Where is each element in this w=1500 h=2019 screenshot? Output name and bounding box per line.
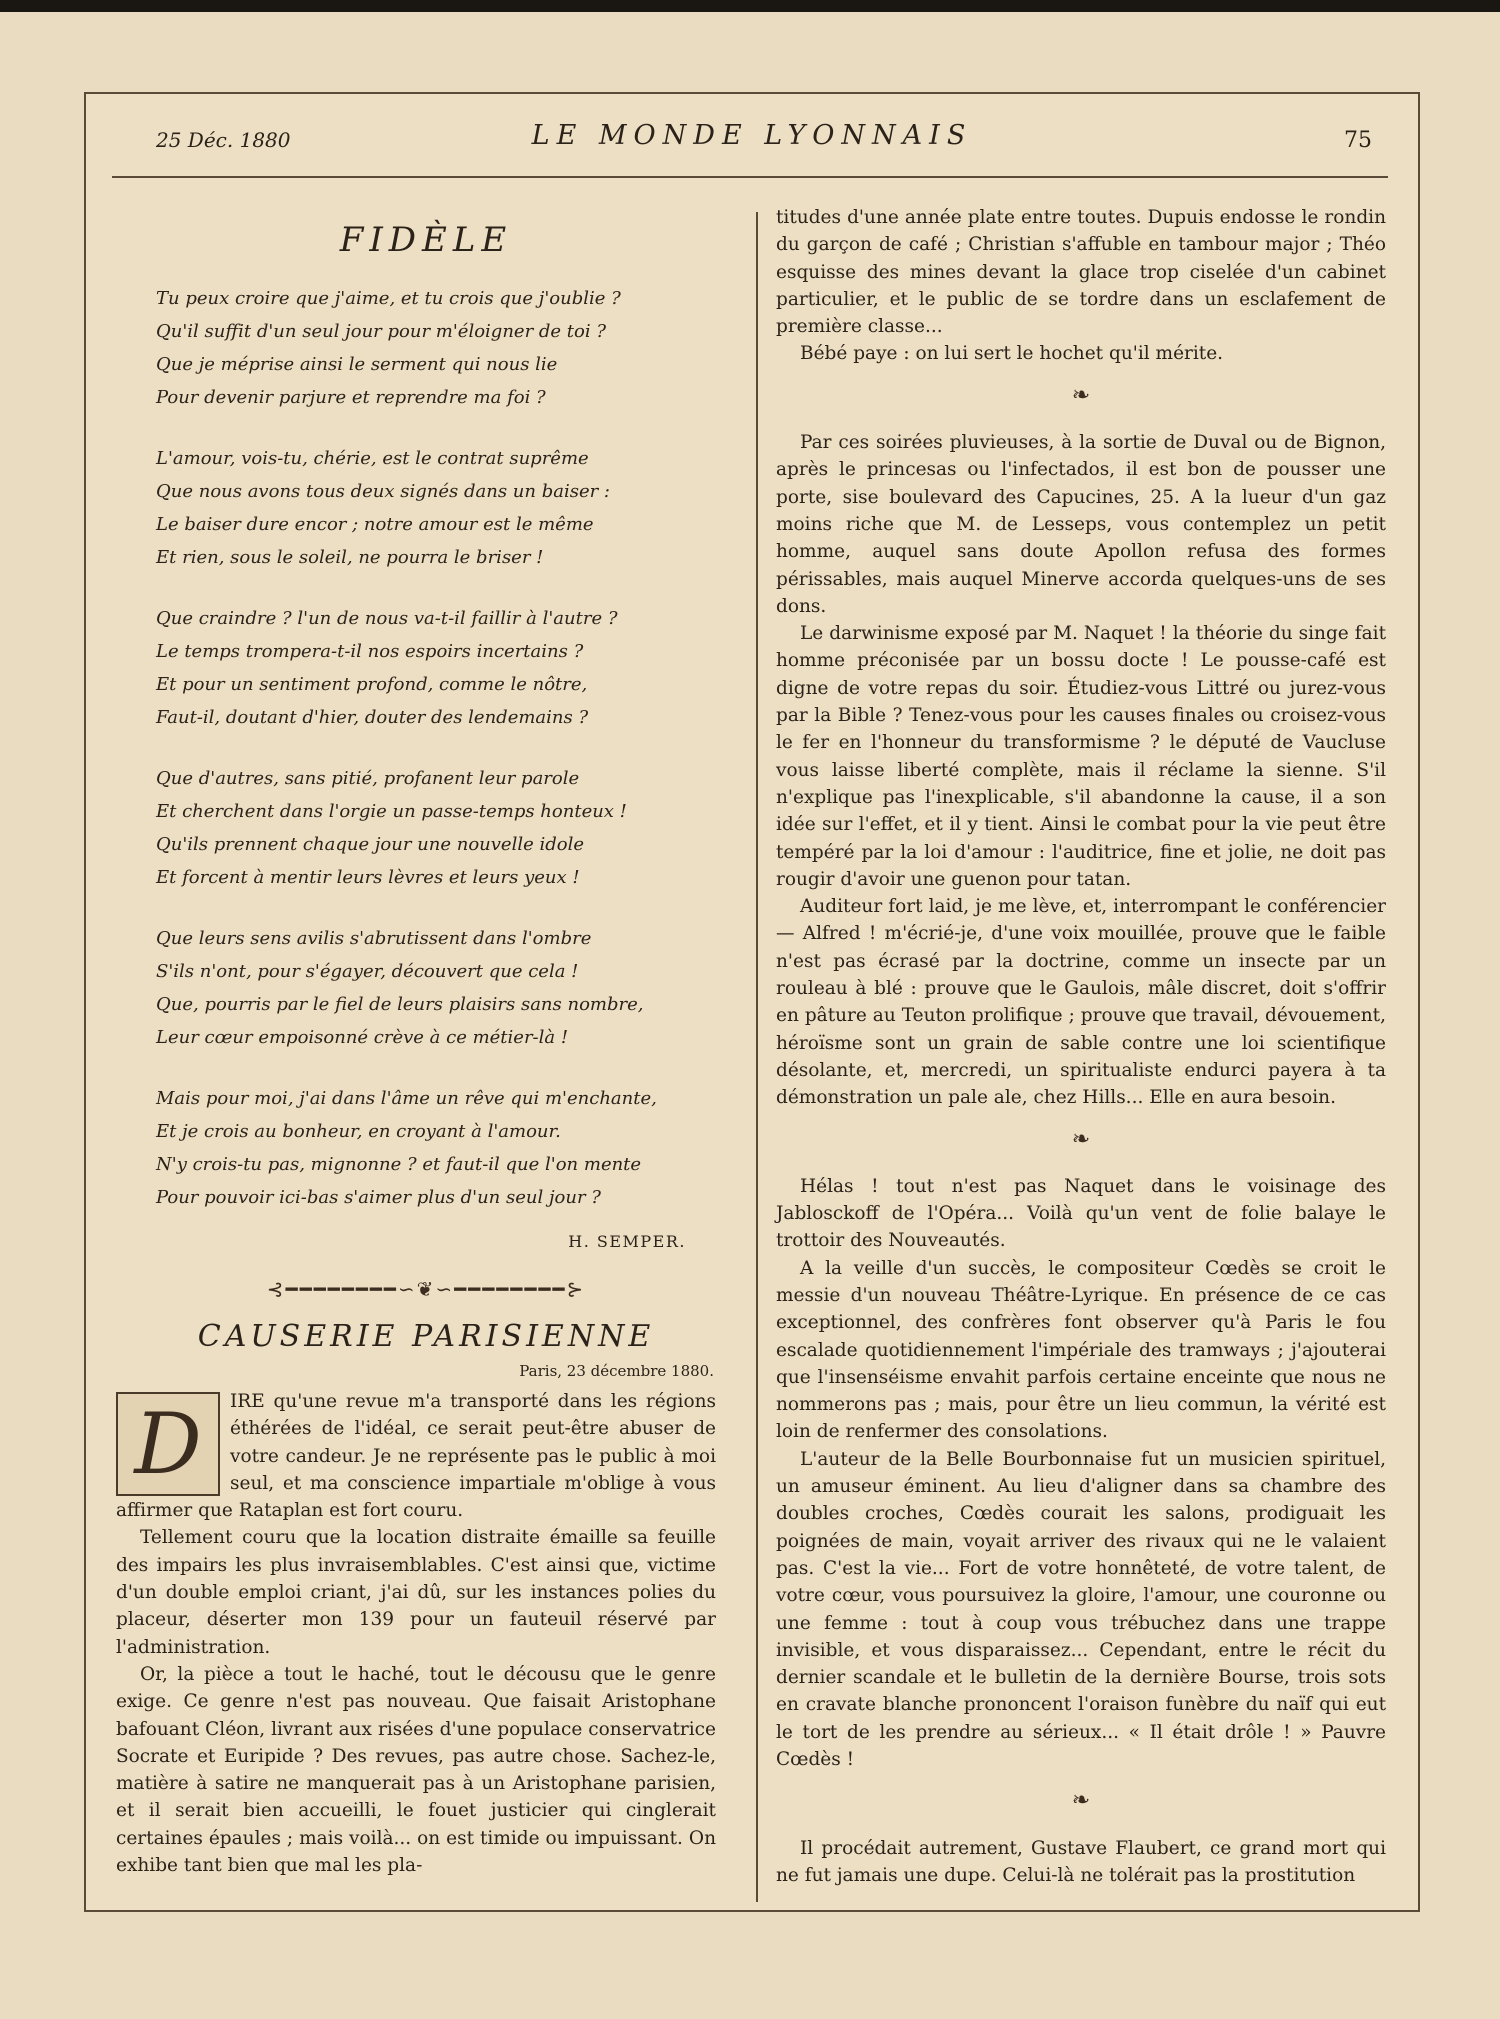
- poem-stanza: [156, 762, 736, 894]
- poem-line: S'ils n'ont, pour s'égayer, découvert que cela !: [156, 961, 579, 982]
- page-number: 75: [1344, 128, 1372, 153]
- drop-cap-initial: D: [116, 1392, 220, 1496]
- poem-stanza: [156, 1082, 736, 1214]
- poem-line: Que je méprise ainsi le serment qui nous lie: [156, 354, 558, 375]
- poem-line: Et pour un sentiment profond, comme le nôtre,: [156, 674, 588, 695]
- poem-line: L'amour, vois-tu, chérie, est le contrat suprême: [156, 448, 589, 469]
- paragraph: Or, la pièce a tout le haché, tout le décousu que le genre exige. Ce genre n'est pas nouveau. Que faisait Aristophane bafouant Cléon, livrant aux risées d'une populace conservatrice Socrate et Euripide ? Des revues, pas autre chose. Sachez-le, matière à satire ne manquerait pas à un Aristophane parisien, et il serait bien accueilli, le fouet justicier qui cinglerait certaines épaules ; mais voilà... on est timide ou impuissant. On exhibe tant bien que mal les pla-: [116, 1663, 716, 1877]
- poem-line: Qu'ils prennent chaque jour une nouvelle idole: [156, 834, 584, 855]
- poem-line: Et rien, sous le soleil, ne pourra le briser !: [156, 547, 544, 568]
- poem-line: Que leurs sens avilis s'abrutissent dans l'ombre: [156, 928, 592, 949]
- section-title: CAUSERIE PARISIENNE: [197, 1319, 655, 1354]
- column-divider: [756, 212, 758, 1902]
- header-rule: [112, 176, 1388, 178]
- poem-stanza: [156, 922, 736, 1054]
- dateline: Paris, 23 décembre 1880.: [519, 1362, 714, 1380]
- poem-line: Et je crois au bonheur, en croyant à l'amour.: [156, 1121, 561, 1142]
- poem-line: Leur cœur empoisonné crève à ce métier-là !: [156, 1027, 569, 1048]
- paragraph: Hélas ! tout n'est pas Naquet dans le voisinage des Jablosckoff de l'Opéra... Voilà qu'un vent de folie balaye le trottoir des Nouveautés.: [776, 1175, 1386, 1252]
- poem-line: Pour pouvoir ici-bas s'aimer plus d'un seul jour ?: [156, 1187, 601, 1208]
- paragraph: A la veille d'un succès, le compositeur Cœdès se croit le messie d'un nouveau Théâtre-Lyrique. En présence de ce cas exceptionnel, des confrères font observer qu'à Paris le fou escalade quotidiennement l'impériale des tramways ; j'ajouterai que l'insenséisme envahit parfois certaine enceinte que nous ne nommerons pas ; mais, pour être un lieu commun, la vérité est loin de renfermer des consolations.: [776, 1257, 1386, 1443]
- poem-line: Faut-il, doutant d'hier, douter des lendemains ?: [156, 707, 589, 728]
- poem-line: Mais pour moi, j'ai dans l'âme un rêve qui m'enchante,: [156, 1088, 657, 1109]
- poem-line: Le temps trompera-t-il nos espoirs incertains ?: [156, 641, 584, 662]
- paragraph: Le darwinisme exposé par M. Naquet ! la théorie du singe fait homme préconisée par un bossu docte ! Le pousse-café est digne de votre repas du soir. Étudiez-vous Littré ou jurez-vous par la Bible ? Tenez-vous pour les causes finales ou croisez-vous le fer en l'honneur du transformisme ? le député de Vaucluse vous laisse liberté complète, mais il réclame la sienne. S'il n'explique pas l'inexplicable, s'il abandonne la cause, il a son idée sur l'effet, et il y tient. Ainsi le combat pour la vie peut être tempéré par la loi d'amour : l'auditrice, fine et jolie, ne doit pas rougir d'avoir une guenon pour tatan.: [776, 623, 1386, 890]
- ornament-divider: ⊰━━━━━━━━∽❦∽━━━━━━━━⊱: [266, 1277, 586, 1301]
- poem-line: Que craindre ? l'un de nous va-t-il faillir à l'autre ?: [156, 608, 618, 629]
- page-header: [86, 94, 1418, 176]
- fleuron-separator-icon: ❧: [1071, 382, 1091, 408]
- poem-author: H. SEMPER.: [568, 1232, 686, 1251]
- top-border: [0, 0, 1500, 12]
- right-column: [776, 204, 1386, 1889]
- poem-title: FIDÈLE: [339, 220, 513, 260]
- poem-line: Le baiser dure encor ; notre amour est le même: [156, 514, 594, 535]
- paragraph: Bébé paye : on lui sert le hochet qu'il mérite.: [800, 343, 1224, 365]
- fleuron-separator-icon: ❧: [1071, 1788, 1091, 1814]
- poem-line: Pour devenir parjure et reprendre ma foi ?: [156, 387, 546, 408]
- paragraph: titudes d'une année plate entre toutes. Dupuis endosse le rondin du garçon de café ; Christian s'affuble en tambour major ; Théo esquisse des mines devant la glace trop ciselée d'un cabinet particulier, et le public de se tordre dans un esclafement de première classe...: [776, 207, 1386, 338]
- poem-line: Tu peux croire que j'aime, et tu crois que j'oublie ?: [156, 288, 621, 309]
- paragraph: Auditeur fort laid, je me lève, et, interrompant le conférencier — Alfred ! m'écrié-je, d'une voix mouillée, prouve que le faible n'est pas écrasé par la doctrine, comme un insecte par un rouleau à blé : prouve que le Gaulois, mâle discret, doit s'offrir en pâture au Teuton prolifique ; prouve que travail, dévouement, héroïsme sont un grain de sable contre une loi scientifique désolante, et, mercredi, un spiritualiste endurci payera à ta démonstration un pale ale, chez Hills... Elle en aura besoin.: [776, 896, 1386, 1109]
- poem-stanza: [156, 602, 736, 734]
- poem-line: Qu'il suffit d'un seul jour pour m'éloigner de toi ?: [156, 321, 606, 342]
- paragraph: Il procédait autrement, Gustave Flaubert, ce grand mort qui ne fut jamais une dupe. Celui-là ne tolérait pas la prostitution: [776, 1837, 1386, 1886]
- header-date: 25 Déc. 1880: [156, 128, 291, 152]
- poem-line: Et cherchent dans l'orgie un passe-temps honteux !: [156, 801, 627, 822]
- poem-line: Que, pourris par le fiel de leurs plaisirs sans nombre,: [156, 994, 644, 1015]
- page-frame: [84, 92, 1420, 1912]
- paragraph: Par ces soirées pluvieuses, à la sortie de Duval ou de Bignon, après le princesas ou l'infectados, il est bon de pousser une porte, sise boulevard des Capucines, 25. A la lueur d'un gaz moins riche que M. de Lesseps, vous contemplez un petit homme, auquel sans doute Apollon refusa des formes périssables, mais auquel Minerve accorda quelques-uns de ses dons.: [776, 432, 1386, 617]
- paragraph: [116, 1388, 716, 1524]
- paragraph-text: IRE qu'une revue m'a transporté dans les régions éthérées de l'idéal, ce serait peut-être abuser de votre candeur. Je ne représente pas le public à moi seul, et ma conscience impartiale m'oblige à vous affirmer que Rataplan est fort couru.: [116, 1391, 716, 1522]
- poem-line: N'y crois-tu pas, mignonne ? et faut-il que l'on mente: [156, 1154, 642, 1175]
- poem-line: Que nous avons tous deux signés dans un baiser :: [156, 481, 610, 502]
- fleuron-separator-icon: ❧: [1071, 1126, 1091, 1152]
- poem-stanza: [156, 282, 736, 414]
- paragraph: Tellement couru que la location distraite émaille sa feuille des impairs les plus invraisemblables. C'est ainsi que, victime d'un double emploi criant, j'ai dû, sur les instances polies du placeur, déserter mon 139 pour un fauteuil réservé par l'administration.: [116, 1527, 716, 1658]
- poem-line: Que d'autres, sans pitié, profanent leur parole: [156, 768, 580, 789]
- left-column: [116, 204, 736, 1879]
- poem-stanza: [156, 442, 736, 574]
- paragraph: L'auteur de la Belle Bourbonnaise fut un musicien spirituel, un amuseur éminent. Au lieu d'aligner dans sa chambre des doubles croches, Cœdès courait les salons, prodiguait les poignées de main, voyait arriver des rivaux qui ne le valaient pas. C'est la vie... Fort de votre honnêteté, de votre talent, de votre cœur, vous poursuivez la gloire, l'amour, une couronne ou une femme : tout à coup vous trébuchez dans une trappe invisible, et vous disparaissez... Cependant, entre le récit du dernier scandale et le bulletin de la dernière Bourse, trois sots en cravate blanche prononcent l'oraison funèbre du naïf qui eut le tort de les prendre au sérieux... « Il était drôle ! » Pauvre Cœdès !: [776, 1448, 1386, 1771]
- article-body-left: [116, 1388, 736, 1879]
- poem-line: Et forcent à mentir leurs lèvres et leurs yeux !: [156, 867, 580, 888]
- journal-title: LE MONDE LYONNAIS: [531, 120, 973, 151]
